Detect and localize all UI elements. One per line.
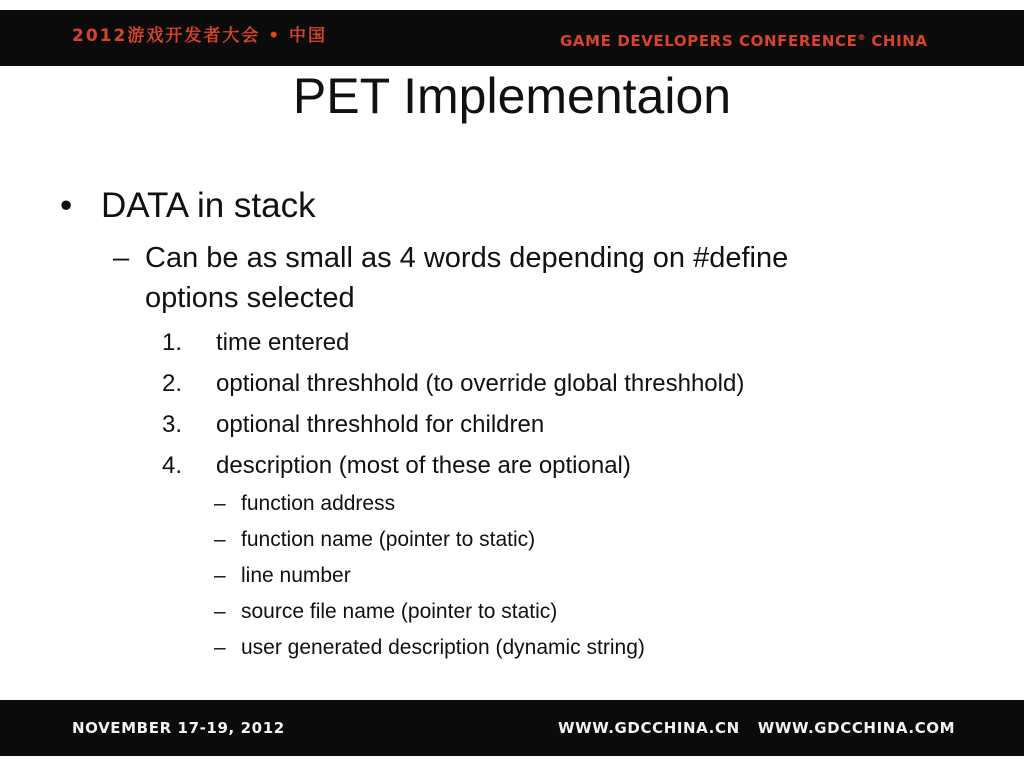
numbered-item-number: 1. xyxy=(162,329,183,356)
registered-mark: ® xyxy=(857,33,866,42)
numbered-item-text: optional threshhold (to override global threshhold) xyxy=(216,370,745,397)
detail-item-dash: – xyxy=(214,564,226,587)
numbered-item-number: 4. xyxy=(162,452,183,479)
numbered-item-number: 2. xyxy=(162,370,183,397)
footer-urls xyxy=(558,719,955,737)
detail-item-dash: – xyxy=(214,636,226,659)
slide-title: PET Implementaion xyxy=(292,68,732,124)
sub-item-line-1: Can be as small as 4 words depending on #define xyxy=(145,242,789,274)
numbered-item-text: time entered xyxy=(216,329,350,356)
header-conference-name: GAME DEVELOPERS CONFERENCE xyxy=(560,32,858,50)
detail-item-text: line number xyxy=(241,564,351,587)
sub-item-line-2: options selected xyxy=(145,282,355,314)
numbered-item-text: description (most of these are optional) xyxy=(216,452,631,479)
bullet-text: DATA in stack xyxy=(101,186,316,225)
footer-date: NOVEMBER 17-19, 2012 xyxy=(72,719,285,737)
numbered-item-text: optional threshhold for children xyxy=(216,411,545,438)
bullet-marker: • xyxy=(60,186,73,225)
detail-item-text: function name (pointer to static) xyxy=(241,528,536,551)
header-event-english xyxy=(560,32,928,50)
header-conference-suffix: CHINA xyxy=(871,32,928,50)
header-event-chinese: 2012游戏开发者大会 • 中国 xyxy=(72,26,328,46)
detail-item-dash: – xyxy=(214,528,226,551)
footer-url-cn: WWW.GDCCHINA.CN xyxy=(558,719,740,737)
numbered-item-number: 3. xyxy=(162,411,183,438)
detail-item-dash: – xyxy=(214,600,226,623)
detail-item-text: source file name (pointer to static) xyxy=(241,600,558,623)
detail-item-text: function address xyxy=(241,492,396,515)
sub-item-dash: – xyxy=(113,242,130,274)
detail-item-text: user generated description (dynamic string) xyxy=(241,636,645,659)
footer-url-com: WWW.GDCCHINA.COM xyxy=(757,719,956,737)
detail-item-dash: – xyxy=(214,492,226,515)
